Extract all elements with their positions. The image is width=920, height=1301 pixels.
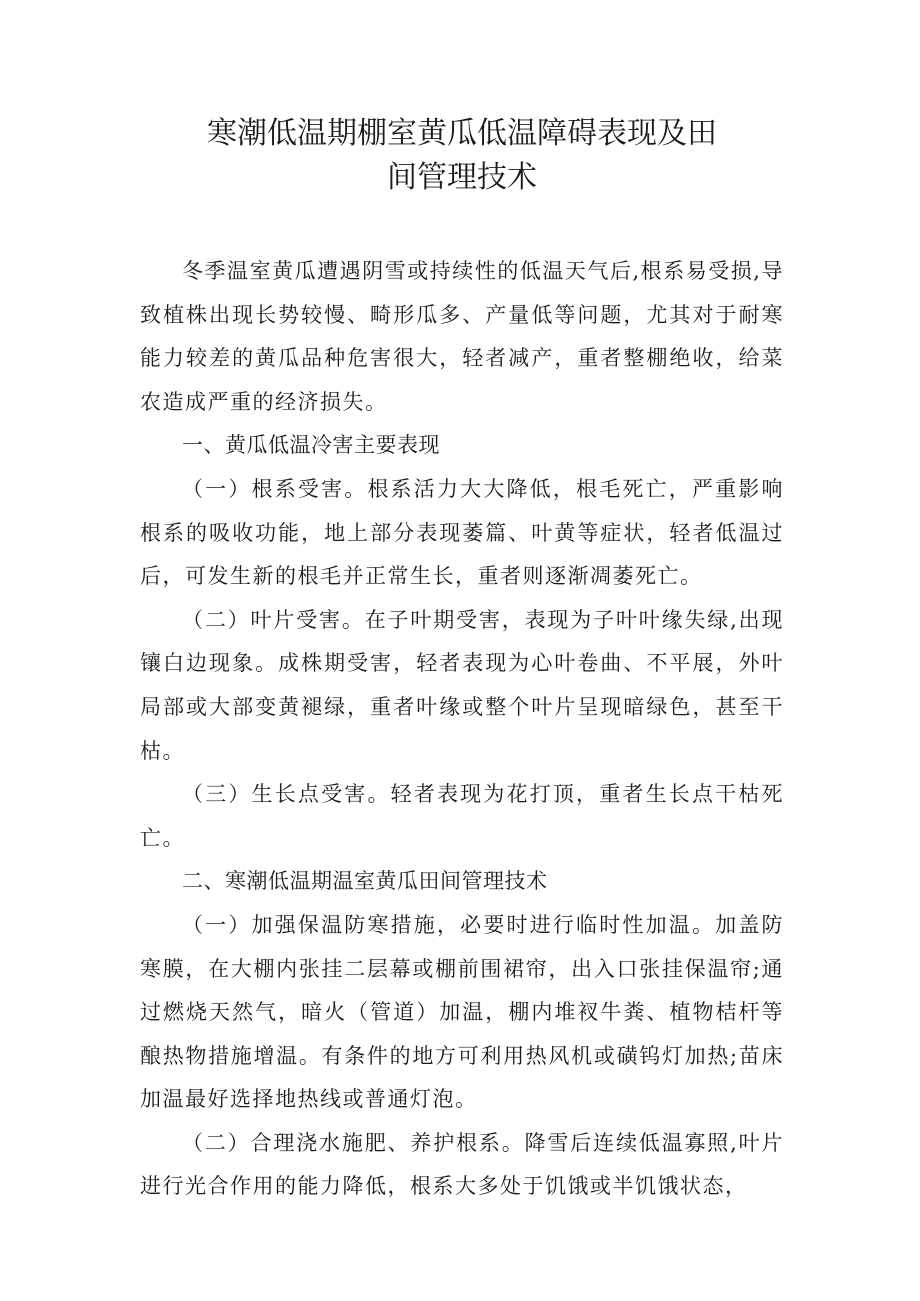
intro-paragraph: 冬季温室黄瓜遭遇阴雪或持续性的低温天气后,根系易受损,导致植株出现长势较慢、畸形瓜多、产量低等问题，尤其对于耐寒能力较差的黄瓜品种危害很大，轻者减产，重者整棚绝收，给菜农造成严重的经济损失。 bbox=[140, 259, 784, 414]
title-line-2: 间管理技术 bbox=[387, 160, 537, 195]
section-1-item-2: （二）叶片受害。在子叶期受害，表现为子叶叶缘失绿,出现镶白边现象。成株期受害，轻者表现为心叶卷曲、不平展，外叶局部或大部变黄褪绿，重者叶缘或整个叶片呈现暗绿色，甚至干枯。 bbox=[140, 607, 784, 763]
document-title bbox=[140, 112, 784, 200]
section-1-heading: 一、黄瓜低温冷害主要表现 bbox=[182, 433, 440, 458]
section-2-heading: 二、寒潮低温期温室黄瓜田间管理技术 bbox=[182, 869, 548, 894]
section-2-item-1: （一）加强保温防寒措施，必要时进行临时性加温。加盖防寒膜，在大棚内张挂二层幕或棚前围裙帘，出入口张挂保温帘;通过燃烧天然气，暗火（管道）加温，棚内堆衩牛粪、植物桔杆等酿热物措施增温。有条件的地方可利用热风机或磺钨灯加热;苗床加温最好选择地热线或普通灯泡。 bbox=[140, 912, 784, 1112]
section-1-item-3: （三）生长点受害。轻者表现为花打顶，重者生长点干枯死亡。 bbox=[140, 782, 784, 850]
section-2-item-2: （二）合理浇水施肥、养护根系。降雪后连续低温寡照,叶片进行光合作用的能力降低，根系大多处于饥饿或半饥饿状态， bbox=[140, 1130, 784, 1199]
section-1-item-1: （一）根系受害。根系活力大大降低，根毛死亡，严重影响根系的吸收功能，地上部分表现萎篇、叶黄等症状，轻者低温过后，可发生新的根毛并正常生长，重者则逐渐凋萎死亡。 bbox=[140, 476, 784, 589]
title-line-1: 寒潮低温期棚室黄瓜低温障碍表现及田 bbox=[207, 116, 717, 151]
